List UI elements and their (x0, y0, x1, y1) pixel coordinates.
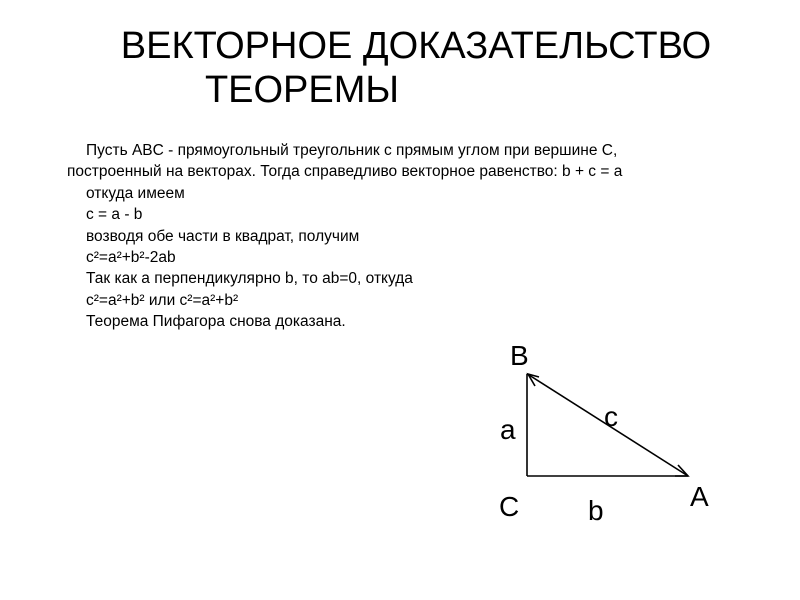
proof-line-intro-cont: построенный на векторах. Тогда справедливо векторное равенство: b + c = a (67, 163, 623, 181)
proof-text (0, 140, 800, 333)
side-b-label: b (588, 495, 604, 526)
slide-title (0, 24, 800, 112)
arrowhead-a-icon (675, 465, 688, 476)
side-a-label: a (500, 414, 516, 445)
side-c-label: c (604, 401, 618, 432)
vector-triangle-diagram (488, 330, 728, 530)
vertex-b-label: B (510, 340, 529, 371)
title-line-2: ТЕОРЕМЫ (204, 69, 400, 111)
vertex-c-label: C (499, 491, 520, 522)
proof-line-squaring: возводя обе части в квадрат, получим (86, 227, 360, 245)
proof-line-intro: Пусть ABC - прямоугольный треугольник с прямым углом при вершине C, (86, 142, 618, 159)
vertex-a-label: A (690, 481, 709, 512)
proof-line-equation-3: c²=a²+b² или c²=a²+b² (86, 291, 239, 309)
proof-line-perpendicular: Так как a перпендикулярно b, то ab=0, откуда (86, 270, 413, 288)
proof-line-whence: откуда имеем (86, 184, 185, 202)
proof-line-equation-2: c²=a²+b²-2ab (86, 249, 176, 267)
title-line-1: ВЕКТОРНОЕ ДОКАЗАТЕЛЬСТВО (120, 25, 712, 67)
proof-line-conclusion: Теорема Пифагора снова доказана. (86, 313, 346, 331)
proof-line-equation-1: c = a - b (86, 206, 143, 224)
